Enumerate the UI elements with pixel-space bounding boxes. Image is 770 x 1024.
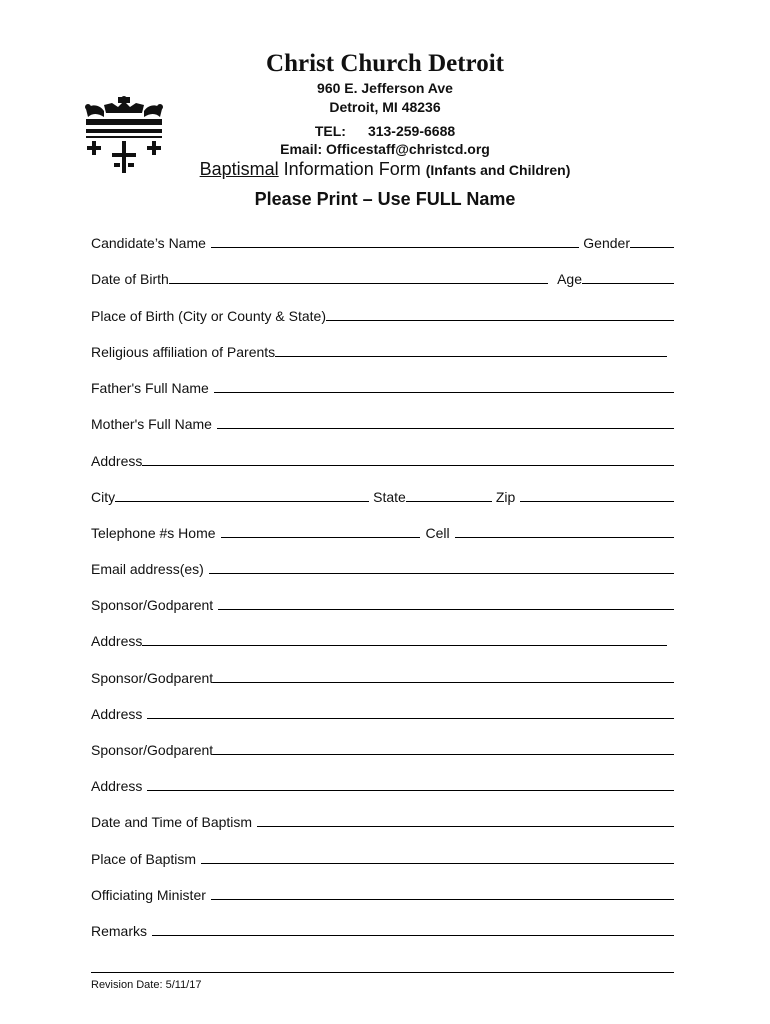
sponsor-2-field[interactable] [213, 682, 674, 683]
sponsor-2-row [91, 667, 674, 687]
place-of-birth-field[interactable] [326, 320, 674, 321]
remarks-continuation-line[interactable] [91, 972, 674, 973]
sponsor-3-address-row [91, 775, 674, 795]
address-label: Address [91, 453, 143, 469]
sponsor-1-address-label: Address [91, 633, 143, 649]
remarks-label: Remarks [91, 923, 148, 939]
place-of-birth-row [91, 305, 674, 325]
father-name-label: Father's Full Name [91, 380, 209, 396]
officiating-minister-row [91, 884, 674, 904]
gender-field[interactable] [630, 247, 674, 248]
mother-name-row [91, 413, 674, 433]
form-title-rest: Information Form [278, 159, 426, 179]
city-label: City [91, 489, 116, 505]
telephone-row [91, 522, 674, 542]
zip-field[interactable] [520, 501, 674, 502]
sponsor-3-address-field[interactable] [147, 790, 674, 791]
print-instruction: Please Print – Use FULL Name [254, 189, 516, 209]
sponsor-3-row [91, 739, 674, 759]
candidate-name-row [91, 232, 674, 252]
tel-value: 313-259-6688 [367, 123, 456, 139]
candidate-name-field[interactable] [211, 247, 579, 248]
address-line-1: 960 E. Jefferson Ave [317, 80, 453, 96]
sponsor-2-label: Sponsor/Godparent [91, 670, 214, 686]
baptism-datetime-label: Date and Time of Baptism [91, 814, 253, 830]
date-of-birth-field[interactable] [169, 283, 548, 284]
address-line-2: Detroit, MI 48236 [329, 99, 441, 115]
form-title [0, 159, 770, 180]
age-label: Age [557, 271, 582, 287]
cell-label: Cell [425, 525, 450, 541]
baptism-place-field[interactable] [201, 863, 674, 864]
remarks-row [91, 920, 674, 940]
sponsor-2-address-row [91, 703, 674, 723]
email-label: Email address(es) [91, 561, 204, 577]
sponsor-2-address-field[interactable] [147, 718, 674, 719]
remarks-field[interactable] [152, 935, 674, 936]
sponsor-1-address-row [91, 630, 667, 650]
telephone-home-field[interactable] [221, 537, 420, 538]
candidate-name-label: Candidate’s Name [91, 235, 206, 251]
religious-affiliation-row [91, 341, 667, 361]
sponsor-1-address-field[interactable] [142, 645, 667, 646]
religious-affiliation-label: Religious affiliation of Parents [91, 344, 276, 360]
sponsor-3-address-label: Address [91, 778, 143, 794]
officiating-minister-label: Officiating Minister [91, 887, 206, 903]
baptism-place-label: Place of Baptism [91, 851, 197, 867]
officiating-minister-field[interactable] [211, 899, 674, 900]
father-name-field[interactable] [214, 392, 674, 393]
state-label: State [373, 489, 406, 505]
age-field[interactable] [582, 283, 674, 284]
telephone-home-label: Telephone #s Home [91, 525, 216, 541]
baptism-datetime-row [91, 811, 674, 831]
form-title-subtitle: (Infants and Children) [425, 162, 571, 178]
sponsor-2-address-label: Address [91, 706, 143, 722]
sponsor-1-field[interactable] [218, 609, 674, 610]
city-state-zip-row [91, 486, 674, 506]
date-of-birth-row [91, 268, 674, 288]
cell-field[interactable] [455, 537, 674, 538]
church-name: Christ Church Detroit [266, 50, 504, 77]
zip-label: Zip [495, 489, 516, 505]
email-field[interactable] [209, 573, 674, 574]
gender-label: Gender [583, 235, 630, 251]
sponsor-3-field[interactable] [213, 754, 674, 755]
mother-name-label: Mother's Full Name [91, 416, 212, 432]
religious-affiliation-field[interactable] [275, 356, 667, 357]
address-field[interactable] [142, 465, 674, 466]
state-field[interactable] [406, 501, 492, 502]
baptism-datetime-field[interactable] [257, 826, 674, 827]
mother-name-field[interactable] [217, 428, 674, 429]
place-of-birth-label: Place of Birth (City or County & State) [91, 308, 326, 324]
city-field[interactable] [115, 501, 369, 502]
sponsor-1-row [91, 594, 674, 614]
form-title-underlined: Baptismal [199, 159, 279, 179]
baptism-place-row [91, 848, 674, 868]
date-of-birth-label: Date of Birth [91, 271, 169, 287]
address-row [91, 450, 674, 470]
revision-date: Revision Date: 5/11/17 [91, 979, 202, 991]
sponsor-1-label: Sponsor/Godparent [91, 597, 214, 613]
email-line: Email: Officestaff@christcd.org [280, 141, 490, 157]
father-name-row [91, 377, 674, 397]
tel-label: TEL: [314, 123, 346, 139]
sponsor-3-label: Sponsor/Godparent [91, 742, 214, 758]
email-row [91, 558, 674, 578]
